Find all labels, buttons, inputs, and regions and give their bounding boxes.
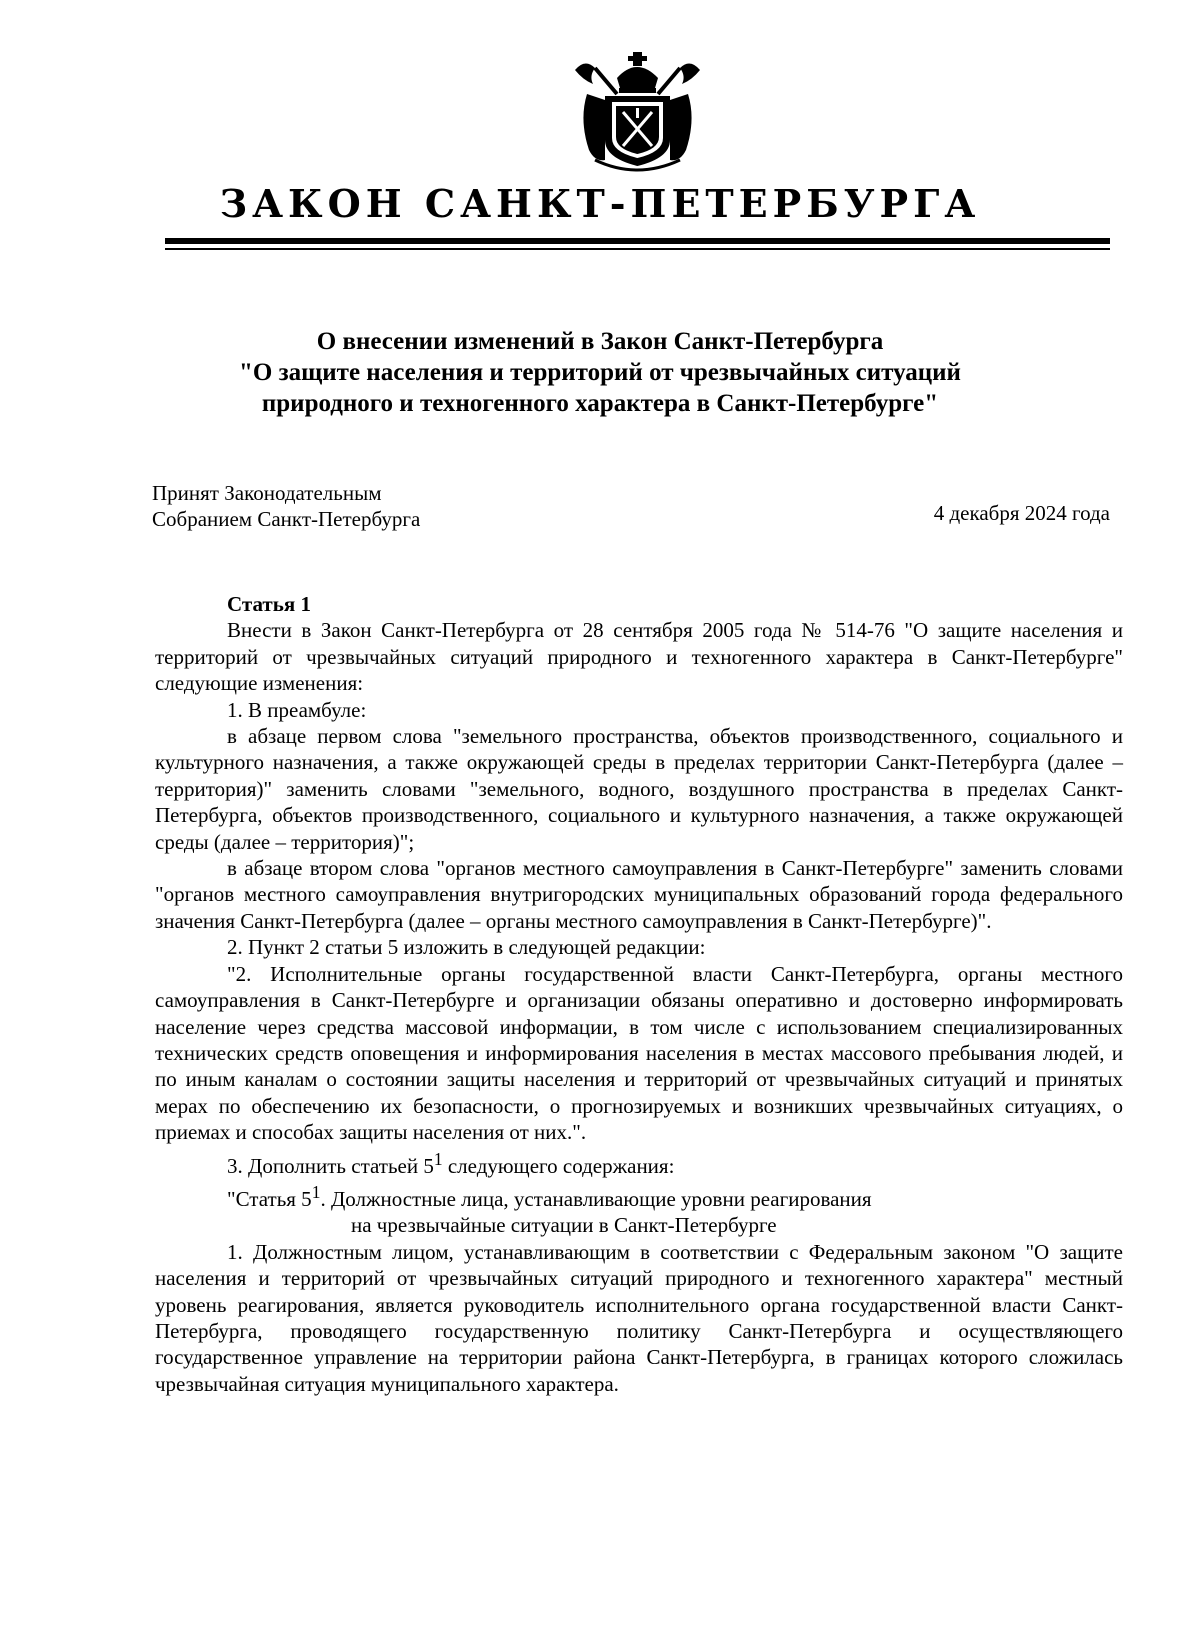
text-segment: "Статья 5 <box>227 1186 312 1211</box>
header-rule-thick <box>165 238 1110 244</box>
paragraph: 2. Пункт 2 статьи 5 изложить в следующей редакции: <box>227 935 706 960</box>
document-body <box>155 591 1123 1397</box>
paragraph <box>155 1146 1123 1179</box>
coat-of-arms-icon <box>565 50 710 175</box>
title-line: О внесении изменений в Закон Санкт-Петербурга <box>316 328 884 355</box>
law-header: ЗАКОН САНКТ-ПЕТЕРБУРГА <box>219 181 981 226</box>
article-title-line: на чрезвычайные ситуации в Санкт-Петербурге <box>351 1213 777 1238</box>
adopted-line: Собранием Санкт-Петербурга <box>152 507 421 531</box>
title-line: "О защите населения и территорий от чрезвычайных ситуаций <box>239 359 961 386</box>
article-heading: Статья 1 <box>227 592 311 616</box>
document-title <box>100 326 1100 419</box>
paragraph: в абзаце втором слова "органов местного самоуправления в Санкт-Петербурге" заменить словами "органов местного самоуправления внутригородских муниципальных образований города федерального значения Санкт-Петербурга (далее – органы местного самоуправления в Санкт-Петербурге)". <box>155 856 1123 933</box>
paragraph: 1. В преамбуле: <box>227 697 367 722</box>
text-segment: . Должностные лица, устанавливающие уровни реагирования <box>320 1186 872 1211</box>
adoption-date: 4 декабря 2024 года <box>933 501 1110 525</box>
superscript: 1 <box>311 1181 321 1202</box>
paragraph: "2. Исполнительные органы государственной власти Санкт-Петербурга, органы местного самоуправления в Санкт-Петербурге и организации обязаны оперативно и достоверно информировать население через средства массовой информации, в том числе с использованием специализированных технических средств оповещения и информирования населения в местах массового пребывания людей, и по иным каналам о состоянии защиты населения и территорий от чрезвычайных ситуаций и принятых мерах по обеспечению их безопасности, о прогнозируемых и возникших чрезвычайных ситуациях, о приемах и способах защиты населения от них.". <box>155 961 1123 1145</box>
text-segment: следующего содержания: <box>442 1153 675 1178</box>
paragraph: Внести в Закон Санкт-Петербурга от 28 сентября 2005 года № 514-76 "О защите населения и территорий от чрезвычайных ситуаций природного и техногенного характера в Санкт-Петербурге" следующие изменения: <box>155 618 1123 696</box>
adopted-by <box>152 480 420 532</box>
adopted-line: Принят Законодательным <box>152 481 382 505</box>
paragraph: в абзаце первом слова "земельного пространства, объектов производственного, социального и культурного назначения, а также окружающей среды в пределах территории Санкт-Петербурга (далее – территория)" заменить словами "земельного, водного, воздушного пространства в пределах Санкт-Петербурга, объектов производственного, социального и культурного назначения, а также окружающей среды (далее – территория)"; <box>155 724 1123 854</box>
paragraph: 1. Должностным лицом, устанавливающим в соответствии с Федеральным законом "О защите населения и территорий от чрезвычайных ситуаций природного и техногенного характера" местный уровень реагирования, является руководитель исполнительного органа государственной власти Санкт-Петербурга, проводящего государственную политику Санкт-Петербурга и осуществляющего государственное управление на территории района Санкт-Петербурга, в границах которого сложилась чрезвычайная ситуация муниципального характера. <box>155 1239 1123 1396</box>
superscript: 1 <box>433 1148 443 1169</box>
text-segment: 3. Дополнить статьей 5 <box>227 1153 434 1178</box>
article-title-line <box>155 1179 1123 1212</box>
title-line: природного и техногенного характера в Санкт-Петербурге" <box>261 390 939 417</box>
header-rule-thin <box>165 248 1110 250</box>
